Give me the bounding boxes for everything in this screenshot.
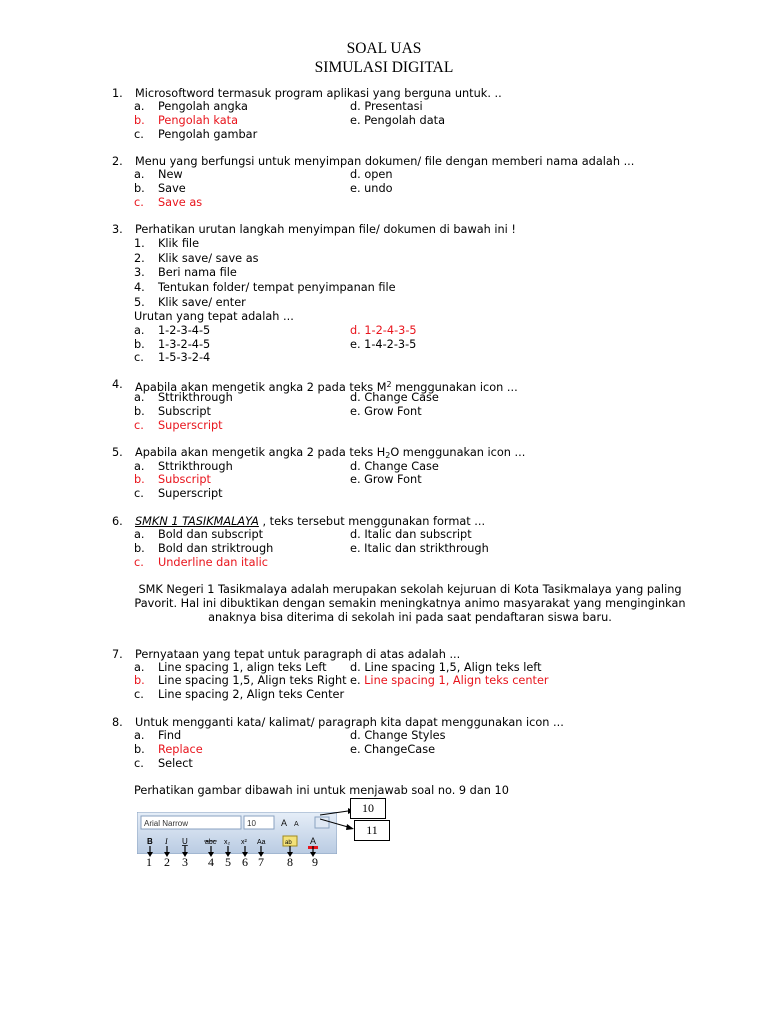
q1-option-d: d. Presentasi — [350, 100, 423, 113]
q1-number: 1. — [112, 87, 123, 100]
q8-option-d: d. Change Styles — [350, 729, 446, 742]
q8-text: Untuk mengganti kata/ kalimat/ paragraph kita dapat menggunakan icon ... — [135, 716, 564, 729]
q5-option-c: Superscript — [158, 487, 223, 500]
bold-icon: B — [147, 837, 153, 846]
q4-option-b: Subscript — [158, 405, 211, 418]
shrink-font-icon: A — [294, 821, 299, 828]
q1-label-a: a. — [134, 100, 145, 113]
q2-number: 2. — [112, 155, 123, 168]
q1-label-b: b. — [134, 114, 145, 127]
q3-step-1: Klik file — [158, 237, 200, 250]
italic-icon: I — [165, 837, 168, 846]
q5-label-a: a. — [134, 460, 145, 473]
paragraph-line-1: SMK Negeri 1 Tasikmalaya adalah merupakan sekolah kejuruan di Kota Tasikmalaya yang paling — [138, 583, 682, 596]
q6-option-b: Bold dan striktrough — [158, 542, 274, 555]
q5-option-d: d. Change Case — [350, 460, 439, 473]
q2-option-c: Save as — [158, 196, 203, 209]
q7-text: Pernyataan yang tepat untuk paragraph di atas adalah ... — [135, 648, 461, 661]
q8-label-b: b. — [134, 743, 145, 756]
paragraph-line-3: anaknya bisa diterima di sekolah ini pada saat pendaftaran siswa baru. — [208, 611, 612, 624]
q3-option-c: 1-5-3-2-4 — [158, 351, 211, 364]
q3-step-num-2: 2. — [134, 252, 145, 265]
q1-label-c: c. — [134, 128, 144, 141]
q3-step-2: Klik save/ save as — [158, 252, 259, 265]
svg-text:ab: ab — [285, 840, 292, 846]
q3-step-num-5: 5. — [134, 296, 145, 309]
q1-option-c: Pengolah gambar — [158, 128, 258, 141]
subscript-icon: x₂ — [224, 839, 231, 846]
q8-number: 8. — [112, 716, 123, 729]
q8-label-c: c. — [134, 757, 144, 770]
q3-number: 3. — [112, 223, 123, 236]
q2-option-d: d. open — [350, 168, 393, 181]
q7-label-c: c. — [134, 688, 144, 701]
q4-label-a: a. — [134, 391, 145, 404]
grow-font-icon: A — [281, 818, 288, 828]
q3-step-4: Tentukan folder/ tempat penyimpanan file — [158, 281, 396, 294]
q4-number: 4. — [112, 378, 123, 391]
toolbar-number-1: 1 — [146, 855, 152, 869]
callout-box-11: 11 — [354, 820, 390, 841]
toolbar-number-5: 5 — [225, 855, 231, 869]
q5-text: Apabila akan mengetik angka 2 pada teks $H_2O$ menggunakan icon ... — [135, 446, 526, 460]
q4-text: Apabila akan mengetik angka 2 pada teks $M^2$ menggunakan icon ... — [135, 380, 518, 394]
q1-option-a: Pengolah angka — [158, 100, 248, 113]
q4-option-e: e. Grow Font — [350, 405, 422, 418]
q8-label-a: a. — [134, 729, 145, 742]
doc-title: SOAL UAS — [346, 40, 422, 57]
q5-label-c: c. — [134, 487, 144, 500]
superscript-icon: x² — [241, 839, 247, 846]
q3-label-b: b. — [134, 338, 145, 351]
q2-option-b: Save — [158, 182, 186, 195]
callout-box-10: 10 — [350, 798, 386, 819]
q3-step-num-1: 1. — [134, 237, 145, 250]
q3-label-c: c. — [134, 351, 144, 364]
q7-option-e: e. Line spacing 1, Align teks center — [350, 674, 549, 687]
underline-icon: U — [182, 837, 188, 846]
figure-caption: Perhatikan gambar dibawah ini untuk menjawab soal no. 9 dan 10 — [134, 784, 509, 797]
q1-option-e: e. Pengolah data — [350, 114, 445, 127]
q6-option-e: e. Italic dan strikthrough — [350, 542, 489, 555]
q3-option-b: 1-3-2-4-5 — [158, 338, 211, 351]
q6-number: 6. — [112, 515, 123, 528]
toolbar-number-9: 9 — [312, 855, 318, 869]
q6-label-b: b. — [134, 542, 145, 555]
q1-option-b: Pengolah kata — [158, 114, 239, 127]
q4-option-d: d. Change Case — [350, 391, 439, 404]
q5-option-b: Subscript — [158, 473, 211, 486]
toolbar-number-8: 8 — [287, 855, 293, 869]
q3-option-e: e. 1-4-2-3-5 — [350, 338, 417, 351]
doc-subtitle: SIMULASI DIGITAL — [314, 59, 454, 76]
q4-label-b: b. — [134, 405, 145, 418]
q3-step-5: Klik save/ enter — [158, 296, 246, 309]
q7-number: 7. — [112, 648, 123, 661]
q8-option-b: Replace — [158, 743, 203, 756]
q8-option-a: Find — [158, 729, 182, 742]
q3-option-d: d. 1-2-4-3-5 — [350, 324, 417, 337]
q2-label-b: b. — [134, 182, 145, 195]
q5-number: 5. — [112, 446, 123, 459]
q6-option-d: d. Italic dan subscript — [350, 528, 472, 541]
q7-label-b: b. — [134, 674, 145, 687]
q6-option-c: Underline dan italic — [158, 556, 268, 569]
q6-label-a: a. — [134, 528, 145, 541]
q6-label-c: c. — [134, 556, 144, 569]
q8-option-c: Select — [158, 757, 193, 770]
q3-step-num-3: 3. — [134, 266, 145, 279]
q5-option-a: Sttrikthrough — [158, 460, 233, 473]
toolbar-number-4: 4 — [208, 855, 214, 869]
q2-label-a: a. — [134, 168, 145, 181]
font-name-text: Arial Narrow — [144, 819, 189, 828]
font-size-text: 10 — [247, 819, 256, 828]
toolbar-number-3: 3 — [182, 855, 188, 869]
q4-option-c: Superscript — [158, 419, 223, 432]
font-color-icon: A — [310, 836, 317, 846]
q5-option-e: e. Grow Font — [350, 473, 422, 486]
q6-option-a: Bold dan subscript — [158, 528, 264, 541]
q3-text: Perhatikan urutan langkah menyimpan file/ dokumen di bawah ini ! — [135, 223, 516, 236]
q7-option-c: Line spacing 2, Align teks Center — [158, 688, 345, 701]
q2-text: Menu yang berfungsi untuk menyimpan dokumen/ file dengan memberi nama adalah ... — [135, 155, 635, 168]
strikethrough-icon: abc — [205, 839, 217, 846]
q3-label-a: a. — [134, 324, 145, 337]
q4-option-a: Sttrikthrough — [158, 391, 233, 404]
toolbar-number-7: 7 — [258, 855, 264, 869]
q6-text: SMKN 1 TASIKMALAYA , teks tersebut menggunakan format ... — [135, 515, 486, 528]
toolbar-number-2: 2 — [164, 855, 170, 869]
q3-step-num-4: 4. — [134, 281, 145, 294]
paragraph-line-2: Pavorit. Hal ini dibuktikan dengan semakin meningkatnya animo masyarakat yang menginginkan — [134, 597, 686, 610]
change-case-icon: Aa — [257, 839, 266, 846]
toolbar-number-6: 6 — [242, 855, 248, 869]
q2-option-a: New — [158, 168, 183, 181]
q7-option-b: Line spacing 1,5, Align teks Right — [158, 674, 347, 687]
q2-label-c: c. — [134, 196, 144, 209]
q3-step-3: Beri nama file — [158, 266, 237, 279]
q7-option-d: d. Line spacing 1,5, Align teks left — [350, 661, 542, 674]
q8-option-e: e. ChangeCase — [350, 743, 436, 756]
q2-option-e: e. undo — [350, 182, 393, 195]
q5-label-b: b. — [134, 473, 145, 486]
q4-label-c: c. — [134, 419, 144, 432]
q3-option-a: 1-2-3-4-5 — [158, 324, 211, 337]
q1-text: Microsoftword termasuk program aplikasi yang berguna untuk. .. — [135, 87, 502, 100]
q7-option-a: Line spacing 1, align teks Left — [158, 661, 327, 674]
q7-label-a: a. — [134, 661, 145, 674]
q3-prompt: Urutan yang tepat adalah ... — [134, 310, 294, 323]
